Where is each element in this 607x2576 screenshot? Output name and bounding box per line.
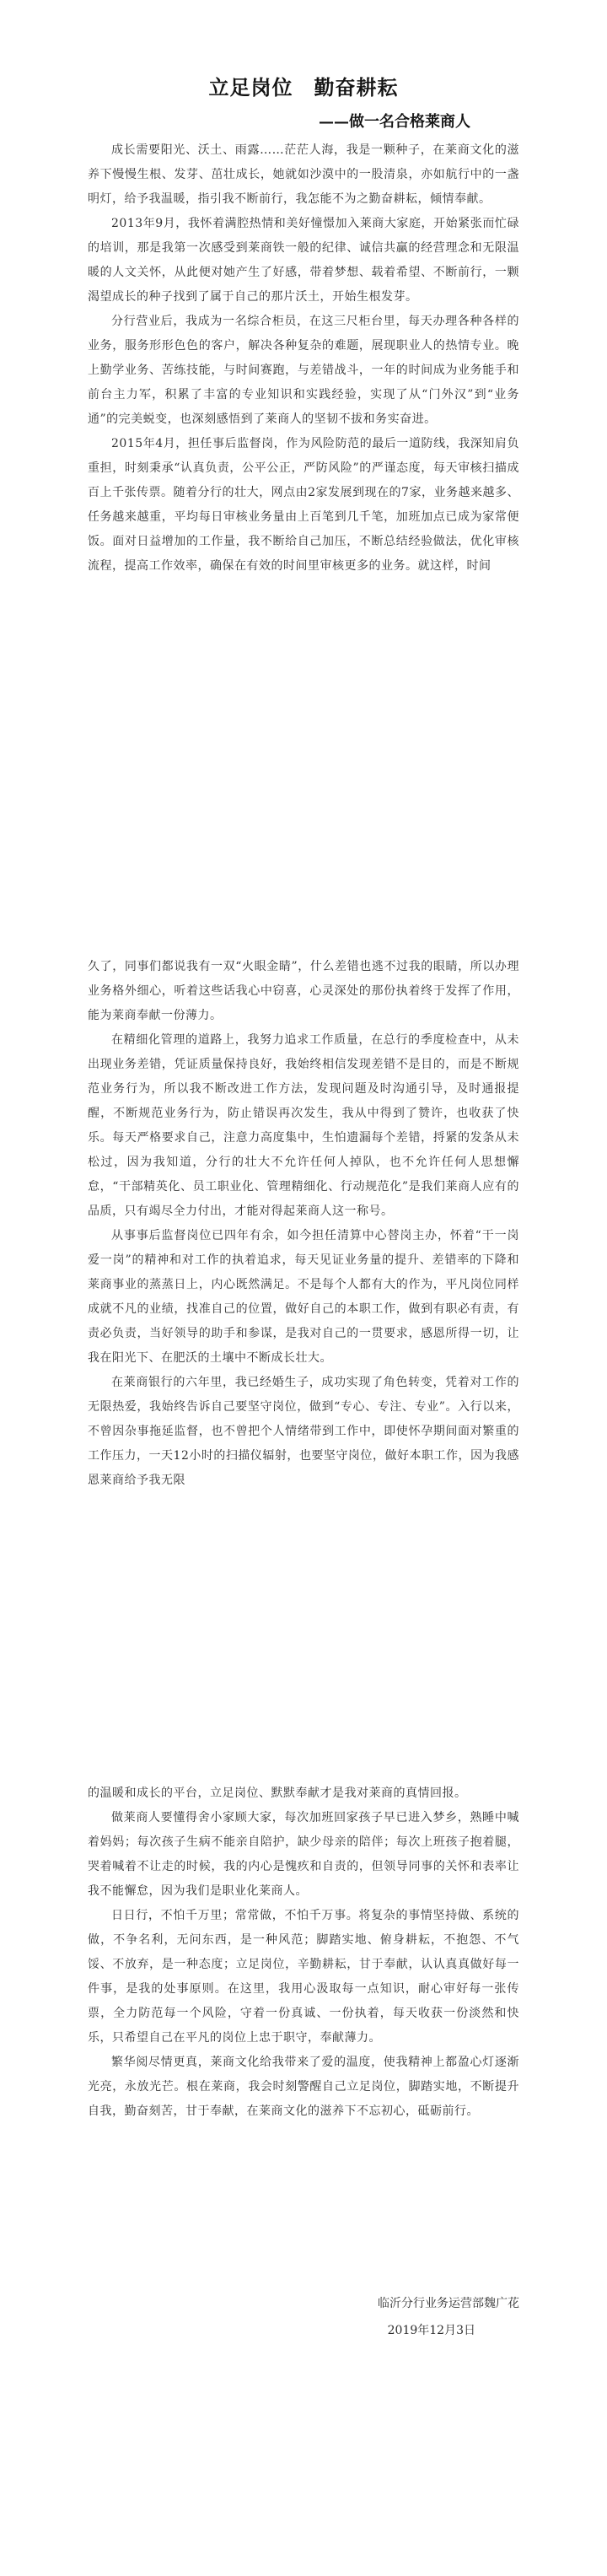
article-title: 立足岗位 勤奋耕耘 xyxy=(208,75,399,100)
paragraph: 从事事后监督岗位已四年有余，如今担任清算中心替岗主办，怀着“干一岗爱一岗”的精神和对工作的执着追求，每天见证业务量的提升、差错率的下降和莱商事业的蒸蒸日上，内心既然满足。不是每个人都有大的作为，平凡岗位同样成就不凡的业绩，找准自己的位置，做好自己的本职工作，做到有职必有责，有责必负责，当好领导的助手和参谋，是我对自己的一贯要求，感恩所得一切，让我在阳光下、在肥沃的土壤中不断成长壮大。 xyxy=(88,1229,519,1365)
article-body-page-2 xyxy=(88,955,519,1493)
paragraph: 在莱商银行的六年里，我已经婚生子，成功实现了角色转变，凭着对工作的无限热爱，我始终告诉自己要坚守岗位，做到“专心、专注、专业”。入行以来，不曾因杂事拖延监督，也不曾把个人情绪带到工作中，即使怀孕期间面对繁重的工作压力，一天12小时的扫描仪辐射，也要坚守岗位，做好本职工作，因为我感恩莱商给予我无限 xyxy=(88,1376,519,1487)
signature-date: 2019年12月3日 xyxy=(387,2324,475,2337)
paragraph: 繁华阅尽情更真，莱商文化给我带来了爱的温度，使我精神上都盈心灯逐渐光亮，永放光芒。根在莱商，我会时刻警醒自己立足岗位，脚踏实地，不断提升自我，勤奋刻苦，甘于奉献，在莱商文化的滋养下不忘初心，砥砺前行。 xyxy=(88,2056,519,2118)
paragraph-continued: 的温暖和成长的平台，立足岗位、默默奉献才是我对莱商的真情回报。 xyxy=(88,1786,467,1800)
paragraph: 在精细化管理的道路上，我努力追求工作质量，在总行的季度检查中，从未出现业务差错，凭证质量保持良好，我始终相信发现差错不是目的，而是不断规范业务行为，所以我不断改进工作方法，发现问题及时沟通引导，及时通报提醒，不断规范业务行为，防止错误再次发生，我从中得到了赞许，也收获了快乐。每天严格要求自己，注意力高度集中，生怕遗漏每个差错，捋紧的发条从未松过，因为我知道，分行的壮大不允许任何人掉队，也不允许任何人思想懈怠，“干部精英化、员工职业化、管理精细化、行动规范化”是我们莱商人应有的品质，只有竭尽全力付出，才能对得起莱商人这一称号。 xyxy=(88,1033,519,1218)
paragraph: 2015年4月，担任事后监督岗，作为风险防范的最后一道防线，我深知肩负重担，时刻秉承“认真负责，公平公正，严防风险”的严谨态度，每天审核扫描成百上千张传票。随着分行的壮大，网点由2家发展到现在的7家，业务越来越多、任务越来越重，平均每日审核业务量由上百笔到几千笔，加班加点已成为家常便饭。面对日益增加的工作量，我不断给自己加压，不断总结经验做法，优化审核流程，提高工作效率，确保在有效的时间里审核更多的业务。就这样，时间 xyxy=(88,437,519,573)
paragraph: 日日行，不怕千万里；常常做，不怕千万事。将复杂的事情坚持做、系统的做，不争名利，无问东西，是一种风范；脚踏实地、俯身耕耘，不抱怨、不气馁、不放弃，是一种态度；立足岗位，辛勤耕耘，甘于奉献，认认真真做好每一件事，是我的处事原则。在这里，我用心汲取每一点知识，耐心审好每一张传票，全力防范每一个风险，守着一份真诚、一份执着，每天收获一份淡然和快乐，只希望自己在平凡的岗位上忠于职守，奉献薄力。 xyxy=(88,1909,519,2045)
paragraph-continued: 久了，同事们都说我有一双“火眼金睛”，什么差错也逃不过我的眼睛，所以办理业务格外细心，听着这些话我心中窃喜，心灵深处的那份执着终于发挥了作用，能为莱商奉献一份薄力。 xyxy=(88,960,519,1022)
article-body-page-1 xyxy=(88,138,519,579)
article-body-page-3 xyxy=(88,1781,519,2124)
signature-author: 临沂分行业务运营部魏广花 xyxy=(378,2297,519,2310)
paragraph: 成长需要阳光、沃土、雨露……茫茫人海，我是一颗种子，在莱商文化的滋养下慢慢生根、发芽、茁壮成长，她就如沙漠中的一股清泉，亦如航行中的一盏明灯，给予我温暖，指引我不断前行，我怎能不为之勤奋耕耘，倾情奉献。 xyxy=(88,143,519,206)
paragraph: 2013年9月，我怀着满腔热情和美好憧憬加入莱商大家庭，开始紧张而忙碌的培训，那是我第一次感受到莱商铁一般的纪律、诚信共赢的经营理念和无限温暖的人文关怀，从此便对她产生了好感，带着梦想、载着希望、不断前行，一颗渴望成长的种子找到了属于自己的那片沃土，开始生根发芽。 xyxy=(88,217,519,304)
article-subtitle: ——做一名合格莱商人 xyxy=(319,113,470,131)
paragraph: 分行营业后，我成为一名综合柜员，在这三尺柜台里，每天办理各种各样的业务，服务形形色色的客户，解决各种复杂的难题，展现职业人的热情专业。晚上勤学业务、苦练技能，与时间赛跑，与差错战斗，一年的时间成为业务能手和前台主力军，积累了丰富的专业知识和实践经验，实现了从“门外汉”到“业务通”的完美蜕变，也深刻感悟到了莱商人的坚韧不拔和务实奋进。 xyxy=(88,315,519,426)
paragraph: 做莱商人要懂得舍小家顾大家，每次加班回家孩子早已进入梦乡，熟睡中喊着妈妈；每次孩子生病不能亲自陪护，缺少母亲的陪伴；每次上班孩子抱着腿，哭着喊着不让走的时候，我的内心是愧疚和自责的，但领导同事的关怀和表率让我不能懈怠，因为我们是职业化莱商人。 xyxy=(88,1811,519,1898)
